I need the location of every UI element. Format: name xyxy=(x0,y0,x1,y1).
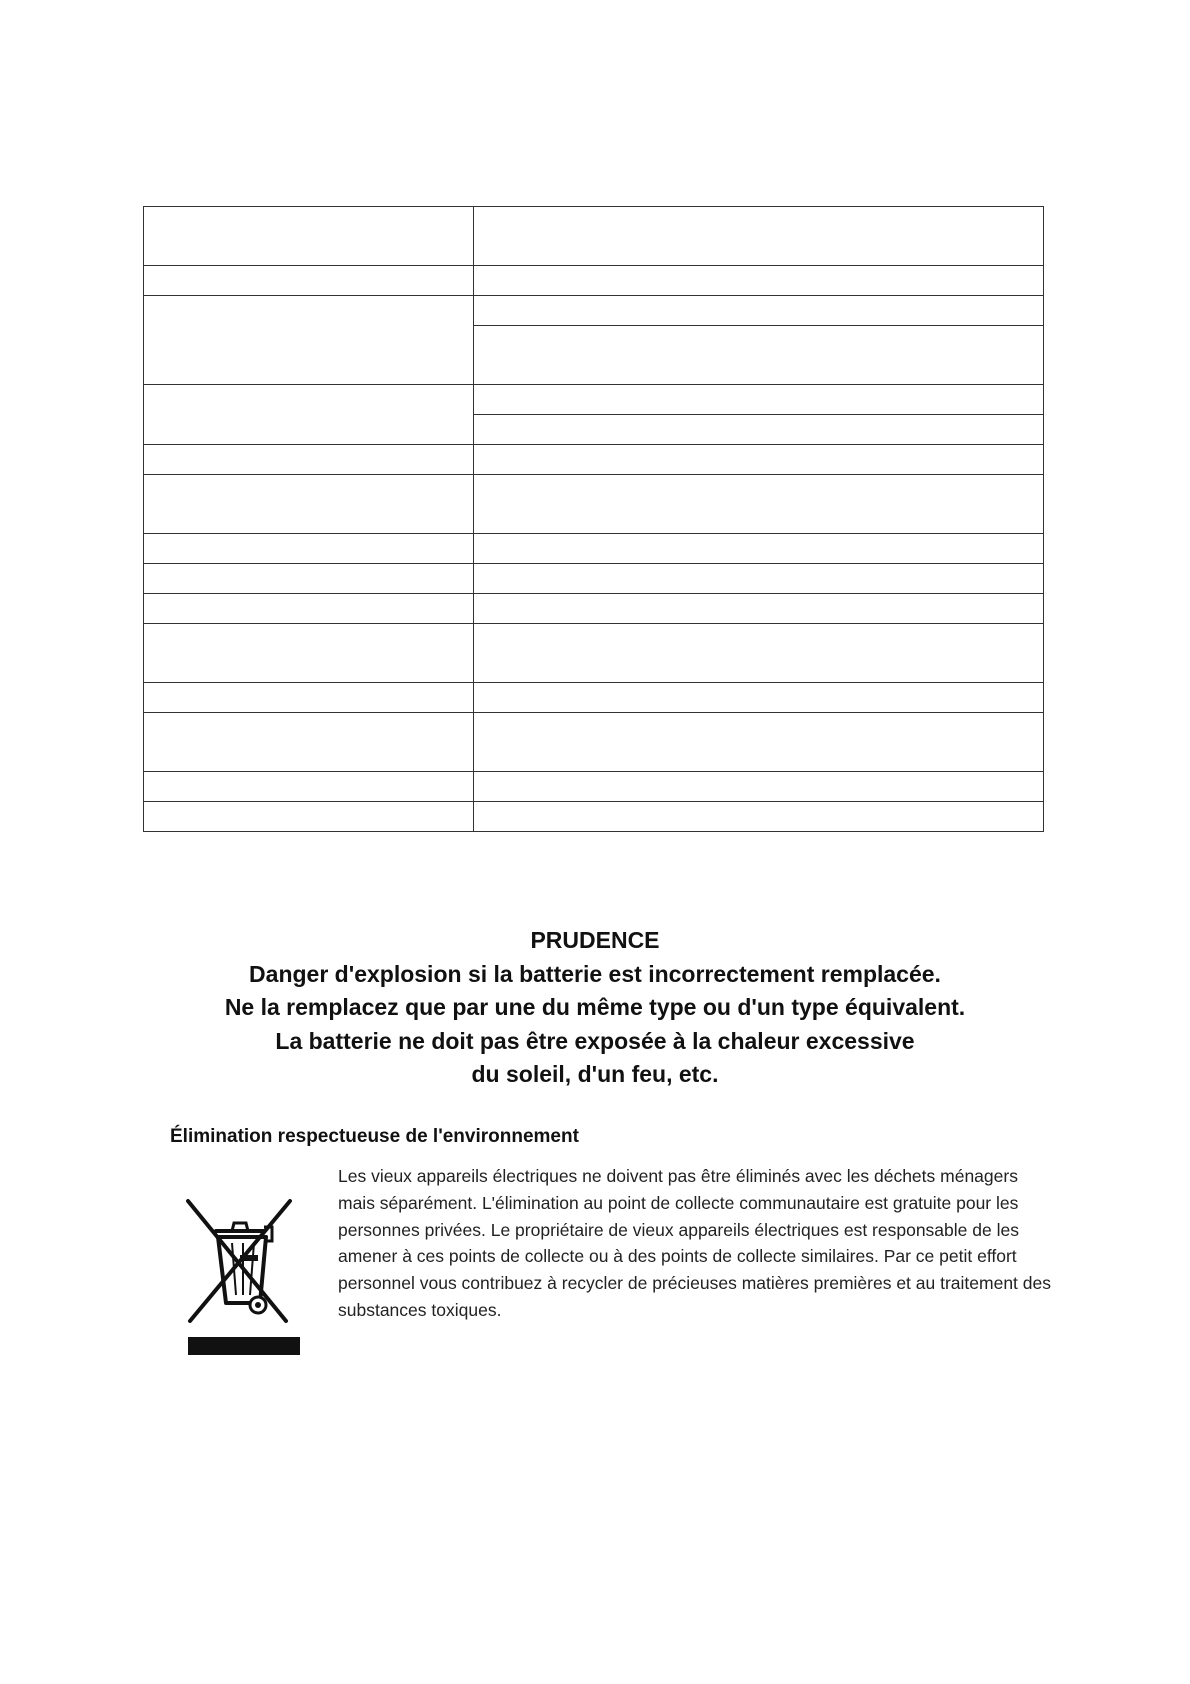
spec-label xyxy=(144,207,474,266)
crossed-out-wheelie-bin-icon xyxy=(180,1187,300,1357)
table-row xyxy=(144,683,1044,713)
spec-label xyxy=(144,624,474,683)
spec-label xyxy=(144,564,474,594)
spec-label xyxy=(144,772,474,802)
table-row xyxy=(144,475,1044,534)
spec-value xyxy=(474,564,1044,594)
spec-value xyxy=(474,802,1044,832)
spec-label xyxy=(144,385,474,445)
spec-label xyxy=(144,713,474,772)
caution-line: La batterie ne doit pas être exposée à la chaleur excessive xyxy=(275,1027,915,1054)
spec-label xyxy=(144,296,474,385)
spec-label xyxy=(144,266,474,296)
table-row xyxy=(144,266,1044,296)
spec-value xyxy=(474,772,1044,802)
table-row xyxy=(144,594,1044,624)
spec-value xyxy=(474,683,1044,713)
caution-line: Ne la remplacez que par une du même type ou d'un type équivalent. xyxy=(224,994,966,1020)
spec-value xyxy=(474,534,1044,564)
spec-value xyxy=(474,296,1044,326)
spec-label xyxy=(144,594,474,624)
spec-value xyxy=(474,594,1044,624)
disposal-text: Les vieux appareils électriques ne doivent pas être éliminés avec les déchets ménagers mais séparément. L'élimination au point de collecte communautaire est gratuite pour les personnes privées. Le propriétaire de vieux appareils électriques est responsable de les amener à ces points de collecte ou à des points de collecte similaires. Par ce petit effort personnel vous contribuez à recycler de précieuses matières premières et au traitement des substances toxiques. xyxy=(338,1166,1051,1320)
caution-title: PRUDENCE xyxy=(530,927,660,953)
table-row xyxy=(144,624,1044,683)
spec-label xyxy=(144,475,474,534)
specifications-table xyxy=(143,206,1044,832)
spec-value xyxy=(474,266,1044,296)
spec-label xyxy=(144,534,474,564)
table-row xyxy=(144,385,1044,415)
spec-value xyxy=(474,624,1044,683)
table-row xyxy=(144,445,1044,475)
spec-label xyxy=(144,802,474,832)
spec-value xyxy=(474,713,1044,772)
spec-value xyxy=(474,326,1044,385)
table-row xyxy=(144,713,1044,772)
spec-label xyxy=(144,445,474,475)
table-row xyxy=(144,564,1044,594)
spec-value xyxy=(474,445,1044,475)
spec-value xyxy=(474,385,1044,415)
table-row xyxy=(144,802,1044,832)
table-row xyxy=(144,534,1044,564)
caution-line: du soleil, d'un feu, etc. xyxy=(471,1061,719,1087)
disposal-heading: Élimination respectueuse de l'environnement xyxy=(170,1126,579,1147)
caution-block xyxy=(95,924,1095,1092)
table-row xyxy=(144,207,1044,266)
spec-value xyxy=(474,415,1044,445)
spec-value xyxy=(474,475,1044,534)
table-row xyxy=(144,772,1044,802)
spec-value xyxy=(474,207,1044,266)
table-row xyxy=(144,296,1044,326)
caution-line: Danger d'explosion si la batterie est incorrectement remplacée. xyxy=(249,960,941,987)
spec-label xyxy=(144,683,474,713)
